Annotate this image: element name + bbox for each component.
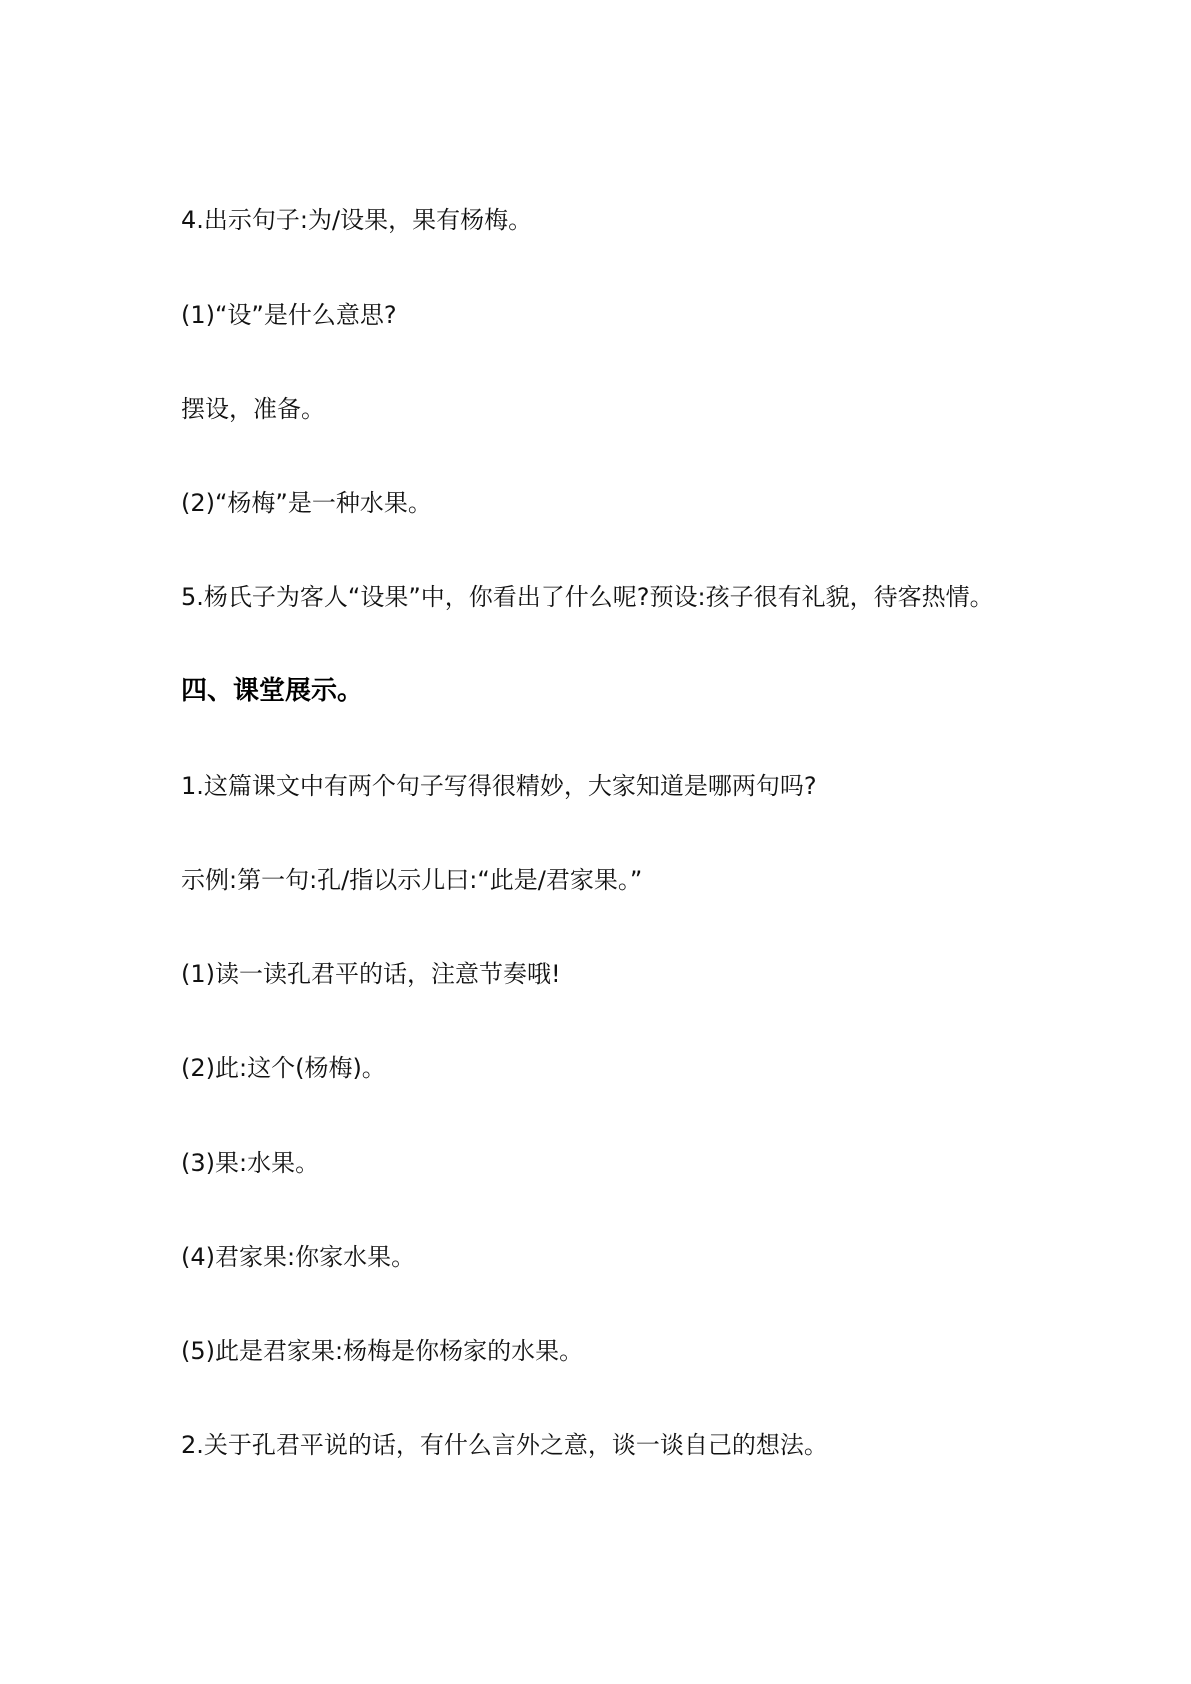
section-heading: 四、课堂展示。 bbox=[181, 676, 364, 706]
sub-item-3: (3)果:水果。 bbox=[181, 1149, 320, 1177]
sub-item-4: (4)君家果:你家水果。 bbox=[181, 1243, 416, 1271]
answer-text: 摆设，准备。 bbox=[181, 395, 325, 423]
sub-item-1: (1)读一读孔君平的话，注意节奏哦! bbox=[181, 960, 561, 988]
sub-question-1: (1)“设”是什么意思? bbox=[181, 301, 397, 329]
paragraph-item-1: 1.这篇课文中有两个句子写得很精妙，大家知道是哪两句吗? bbox=[181, 772, 817, 800]
sub-item-2: (2)此:这个(杨梅)。 bbox=[181, 1054, 386, 1082]
paragraph-item-2: 2.关于孔君平说的话，有什么言外之意，谈一谈自己的想法。 bbox=[181, 1431, 828, 1459]
paragraph-item-4: 4.出示句子:为/设果，果有杨梅。 bbox=[181, 206, 533, 234]
paragraph-item-5: 5.杨氏子为客人“设果”中，你看出了什么呢?预设:孩子很有礼貌，待客热情。 bbox=[181, 583, 994, 611]
sub-item-5: (5)此是君家果:杨梅是你杨家的水果。 bbox=[181, 1337, 584, 1365]
example-text: 示例:第一句:孔/指以示儿曰:“此是/君家果。” bbox=[181, 866, 643, 894]
sub-question-2: (2)“杨梅”是一种水果。 bbox=[181, 489, 432, 517]
